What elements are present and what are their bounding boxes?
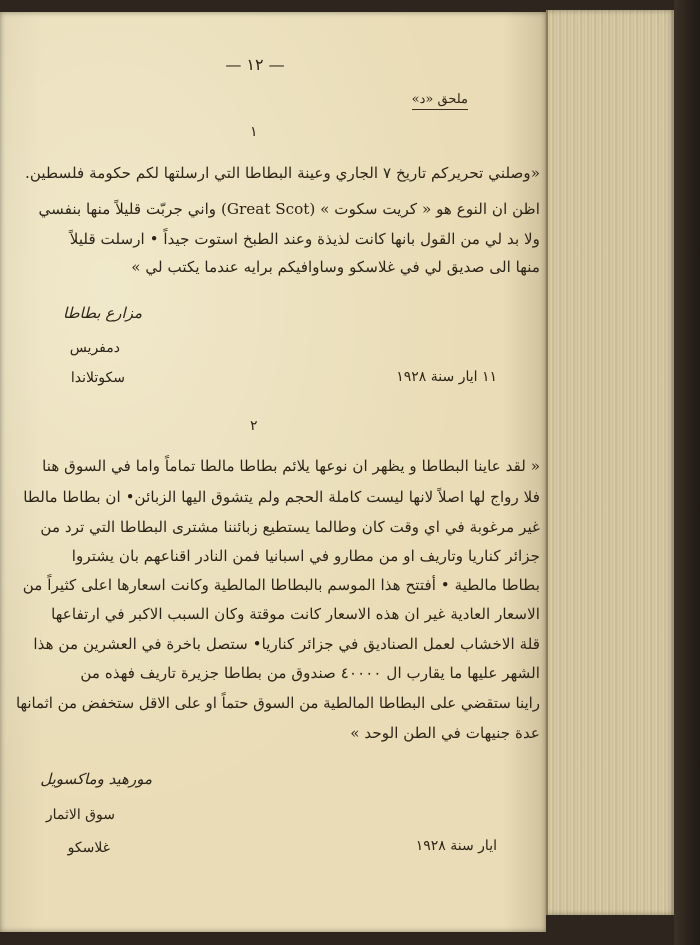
letter2-date: ايار سنة ١٩٢٨ — [415, 838, 497, 854]
page-number: — ١٢ — — [225, 55, 285, 74]
letter2-line-7: قلة الاخشاب لعمل الصناديق في جزائر كناريا• ستصل باخرة في العشرين من هذا — [33, 635, 540, 653]
letter1-place1: دمفريس — [69, 340, 120, 356]
appendix-label: ملحق «د» — [412, 92, 468, 110]
letter2-place1: سوق الاثمار — [45, 807, 115, 823]
letter2-number: ٢ — [250, 418, 258, 434]
letter2-line-4: جزائر كناريا وتاريف او من مطارو في اسبانيا فمن النادر اقناعهم بان يشتروا — [71, 547, 540, 565]
letter1-date: ١١ ايار سنة ١٩٢٨ — [396, 369, 497, 385]
letter1-line-4: منها الى صديق لي في غلاسكو وساوافيكم برايه عندما يكتب لي » — [131, 258, 540, 276]
letter2-line-1: « لقد عاينا البطاطا و يظهر ان نوعها يلائم بطاطا مالطا تماماً واما في السوق هنا — [42, 457, 540, 475]
letter2-line-10: عدة جنيهات في الطن الوحد » — [350, 724, 540, 742]
letter2-line-2: فلا رواج لها اصلاً لانها ليست كاملة الحجم ولم يتشوق اليها الزبائن• ان بطاطا مالطا — [23, 488, 540, 506]
letter1-line-2: اظن ان النوع هو « كريت سكوت » (Great Scot) واني جربّت قليلاً منها بنفسي — [38, 200, 540, 218]
letter1-number: ١ — [250, 124, 258, 140]
letter2-line-5: بطاطا مالطية • أفتتح هذا الموسم بالبطاطا المالطية وكانت اسعارها اعلى كثيراً من — [22, 576, 540, 594]
letter1-line-1: «وصلني تحريركم تاريخ ٧ الجاري وعينة البطاطا التي ارسلتها لكم حكومة فلسطين. — [25, 164, 540, 182]
letter2-line-8: الشهر عليها ما يقارب ال ٤٠٠٠٠ صندوق من بطاطا جزيرة تاريف فهذه من — [80, 664, 540, 682]
letter2-place2: غلاسكو — [67, 840, 110, 856]
letter1-line-3: ولا بد لي من القول بانها كانت لذيذة وعند الطبخ استوت جيداً • ارسلت قليلاً — [69, 230, 540, 248]
letter1-signature: مزارع بطاطا — [63, 304, 142, 322]
letter2-signature: مورهيد وماكسويل — [40, 770, 152, 788]
letter2-line-3: غير مرغوبة في اي وقت كان وطالما يستطيع زبائننا مشترى البطاطا التي ترد من — [40, 518, 540, 536]
letter2-line-6: الاسعار العادية غير ان هذه الاسعار كانت موقتة وكان السبب الاكبر في ارتفاعها — [51, 605, 540, 623]
book-shadow — [674, 0, 700, 945]
page-edges — [546, 10, 676, 915]
letter2-line-9: راينا ستقضي على البطاطا المالطية من السوق حتماً او على الاقل ستخفض من اثمانها — [15, 694, 540, 712]
letter1-place2: سكوتلاندا — [70, 370, 125, 386]
